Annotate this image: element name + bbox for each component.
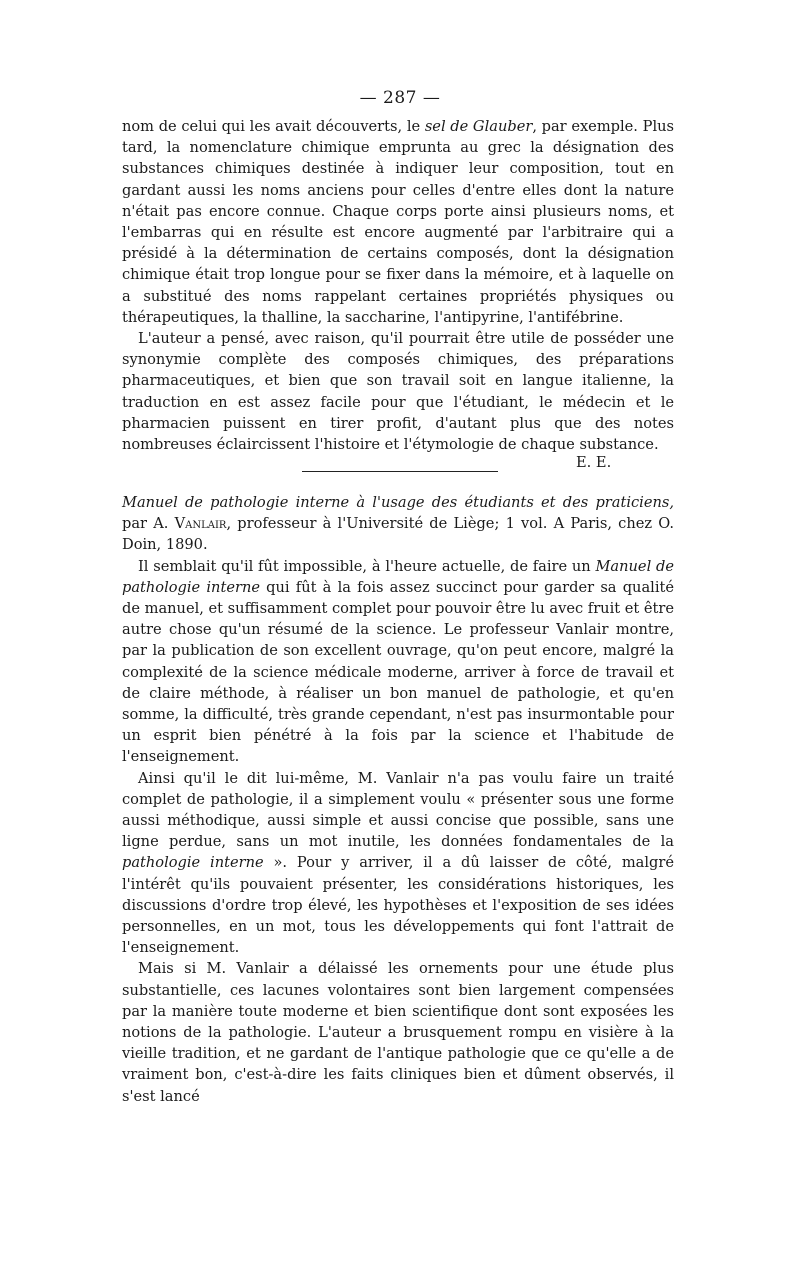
- section-divider: [302, 471, 498, 472]
- article-p1-text-a: nom de celui qui les avait découverts, le: [122, 118, 425, 135]
- review-p2-text-b: ». Pour y arriver, il a dû laisser de côté, malgré l'intérêt qu'ils pouvaient présenter, les considérations historiques, les discussions d'ordre trop élevé, les hypothèses et l'exposition de ses idées personnelles, en un mot, tous les développements qui font l'attrait de l'enseignement.: [122, 854, 674, 957]
- article-p1-emphasis: sel de Glauber: [424, 118, 533, 135]
- review-p2-text-a: Ainsi qu'il le dit lui-même, M. Vanlair n'a pas voulu faire un traité complet de pathologie, il a simplement voulu « présenter sous une forme aussi méthodique, aussi simple et aussi concise que possible, sans une ligne perdue, sans un mot inutile, les données fondamentales de la: [122, 769, 674, 851]
- review-by: par A.: [122, 515, 175, 533]
- article-signature: E. E.: [576, 454, 612, 471]
- review-p2-emphasis: pathologie interne: [122, 854, 264, 872]
- review-p1-text-b: qui fût à la fois assez succinct pour garder sa qualité de manuel, et suffisamment complet pour pouvoir être lu avec fruit et être autre chose qu'un résumé de la science. Le professeur Vanlair montre, par la publication de son excellent ouvrage, qu'on peut encore, malgré la complexité de la science médicale moderne, arriver à force de travail et de claire méthode, à réaliser un bon manuel de pathologie, et qu'en somme, la difficulté, très grande cependant, n'est pas insurmontable pour un esprit bien pénétré à la fois par la science et l'habitude de l'enseignement.: [122, 578, 674, 766]
- review-paragraph-2: [122, 768, 674, 959]
- article-p1-text-b: , par exemple. Plus tard, la nomenclature chimique emprunta au grec la désignation des substances chimiques destinée à indiquer leur composition, tout en gardant aussi les noms anciens pour celles d'entre elles dont la nature n'était pas encore connue. Chaque corps porte ainsi plusieurs noms, et l'embarras qui en résulte est encore augmenté par l'arbitraire qui a présidé à la détermination de certains composés, dont la désignation chimique était trop longue pour se fixer dans la mémoire, et à laquelle on a substitué des noms rappelant certaines propriétés physiques ou thérapeutiques, la thalline, la saccharine, l'antipyrine, l'antifébrine.: [122, 118, 674, 326]
- review-book-title: Manuel de pathologie interne à l'usage des étudiants et des praticiens,: [122, 494, 674, 511]
- article-paragraph-2: L'auteur a pensé, avec raison, qu'il pourrait être utile de posséder une synonymie complète des composés chimiques, des préparations pharmaceutiques, et bien que son travail soit en langue italienne, la traduction en est assez facile pour que l'étudiant, le médecin et le pharmacien puissent en tirer profit, d'autant plus que des notes nombreuses éclaircissent l'histoire et l'étymologie de chaque substance.: [122, 330, 674, 454]
- review-body: [122, 492, 674, 1107]
- review-author: Vanlair: [174, 515, 227, 533]
- review-publication-details: , professeur à l'Université de Liège; 1 vol. A Paris, chez O. Doin, 1890.: [122, 515, 675, 554]
- review-p1-emphasis: Manuel de pathologie interne: [122, 557, 674, 596]
- review-paragraph-3: Mais si M. Vanlair a délaissé les ornements pour une étude plus substantielle, ces lacunes volontaires sont bien largement compensées par la manière toute moderne et bien scientifique dont sont exposées les notions de la pathologie. L'auteur a brusquement rompu en visière à la vieille tradition, et ne gardant de l'antique pathologie que ce qu'elle a de vraiment bon, c'est-à-dire les faits cliniques bien et dûment observés, il s'est lancé: [122, 960, 674, 1105]
- review-heading: [122, 492, 674, 556]
- page-number: — 287 —: [359, 88, 441, 108]
- review-paragraph-1: [122, 556, 674, 768]
- review-p1-text-a: Il semblait qu'il fût impossible, à l'heure actuelle, de faire un: [138, 557, 596, 575]
- article-body: [122, 116, 674, 455]
- article-paragraph-1: [122, 116, 674, 328]
